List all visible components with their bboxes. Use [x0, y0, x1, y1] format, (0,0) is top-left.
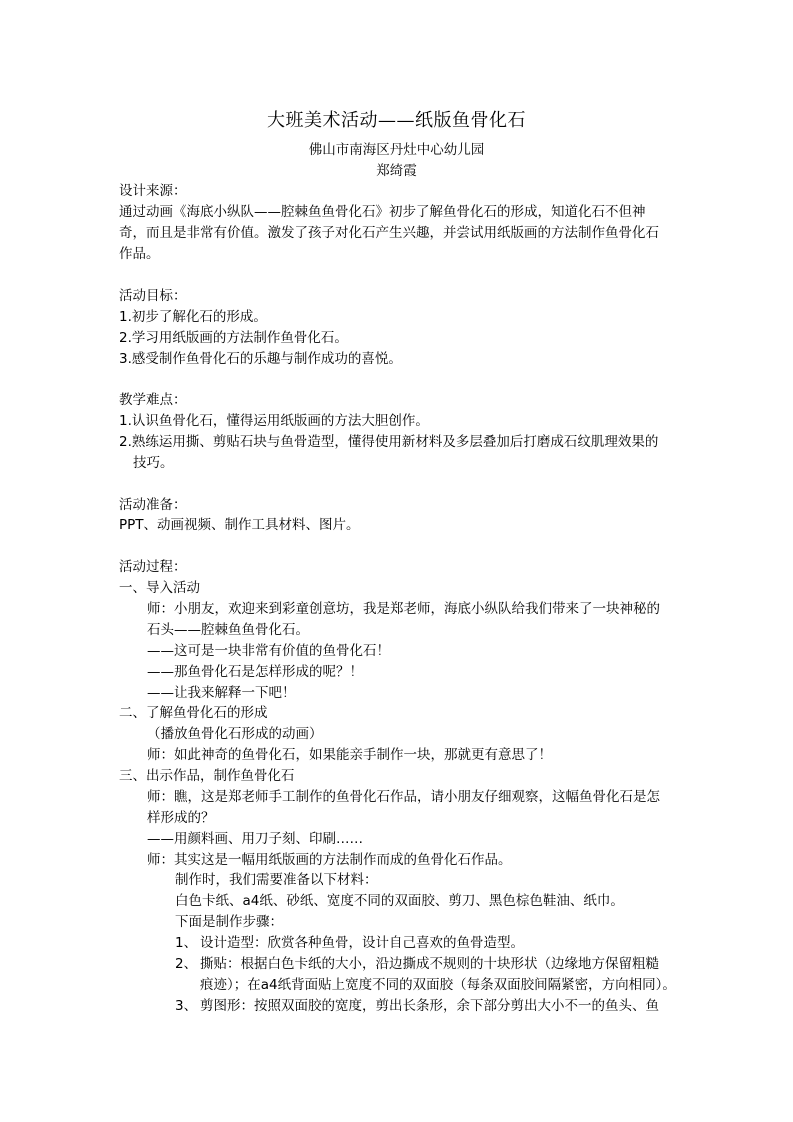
- process-line: 师：瞧，这是郑老师手工制作的鱼骨化石作品，请小朋友仔细观察，这幅鱼骨化石是怎: [147, 789, 660, 805]
- section-heading-process: 活动过程：: [119, 559, 187, 575]
- process-line: 石头——腔棘鱼鱼骨化石。: [147, 622, 309, 638]
- process-step-heading: 一、导入活动: [119, 580, 200, 596]
- process-line: 师：如此神奇的鱼骨化石，如果能亲手制作一块，那就更有意思了！: [147, 747, 552, 763]
- paragraph-line: 作品。: [119, 246, 160, 262]
- step-text: 剪图形：按照双面胶的宽度，剪出长条形，余下部分剪出大小不一的鱼头、鱼: [200, 998, 659, 1014]
- school-name: 佛山市南海区丹灶中心幼儿园: [308, 142, 485, 158]
- step-number: 1、: [175, 935, 198, 951]
- section-heading-difficulty: 教学难点：: [119, 392, 187, 408]
- process-subline: 下面是制作步骤：: [175, 914, 283, 930]
- process-line: 师：其实这是一幅用纸版画的方法制作而成的鱼骨化石作品。: [147, 852, 512, 868]
- paragraph-line: 奇，而且是非常有价值。激发了孩子对化石产生兴趣，并尝试用纸版画的方法制作鱼骨化石: [119, 225, 659, 241]
- difficulty-item: 1.认识鱼骨化石，懂得运用纸版画的方法大胆创作。: [119, 413, 429, 429]
- step-item: [175, 954, 735, 974]
- process-line: ——让我来解释一下吧！: [147, 685, 296, 701]
- step-text: 设计造型：欣赏各种鱼骨，设计自己喜欢的鱼骨造型。: [200, 935, 524, 951]
- process-subline: 制作时，我们需要准备以下材料：: [175, 872, 378, 888]
- process-line: 样形成的？: [147, 810, 215, 826]
- process-step-heading: 二、了解鱼骨化石的形成: [119, 705, 268, 721]
- process-subline: 白色卡纸、a4纸、砂纸、宽度不同的双面胶、剪刀、黑色棕色鞋油、纸巾。: [175, 893, 624, 909]
- process-line: ——用颜料画、用刀子刻、印刷……: [147, 831, 363, 847]
- process-line: ——那鱼骨化石是怎样形成的呢？！: [147, 664, 363, 680]
- process-line: （播放鱼骨化石形成的动画）: [147, 726, 323, 742]
- step-text: 撕贴：根据白色卡纸的大小，沿边撕成不规则的十块形状（边缘地方保留粗糙: [200, 956, 659, 972]
- step-item: [175, 996, 735, 1016]
- process-step-heading: 三、出示作品，制作鱼骨化石: [119, 768, 295, 784]
- section-heading-prep: 活动准备：: [119, 497, 187, 513]
- document-title: 大班美术活动——纸版鱼骨化石: [267, 110, 526, 131]
- goal-item: 2.学习用纸版画的方法制作鱼骨化石。: [119, 330, 348, 346]
- goal-item: 1.初步了解化石的形成。: [119, 309, 267, 325]
- section-heading-source: 设计来源：: [119, 183, 187, 199]
- step-text-continued: 痕迹）；在a4纸背面贴上宽度不同的双面胶（每条双面胶间隔紧密，方向相同）。: [200, 977, 676, 993]
- section-heading-goals: 活动目标：: [119, 288, 187, 304]
- paragraph-line: 通过动画《海底小纵队——腔棘鱼鱼骨化石》初步了解鱼骨化石的形成，知道化石不但神: [119, 204, 646, 220]
- difficulty-item: 2.熟练运用撕、剪贴石块与鱼骨造型，懂得使用新材料及多层叠加后打磨成石纹肌理效果的: [119, 434, 659, 450]
- process-line: ——这可是一块非常有价值的鱼骨化石！: [147, 643, 390, 659]
- step-item: [175, 933, 735, 953]
- process-line: 师：小朋友，欢迎来到彩童创意坊，我是郑老师，海底小纵队给我们带来了一块神秘的: [147, 601, 660, 617]
- step-number: 2、: [175, 956, 198, 972]
- goal-item: 3.感受制作鱼骨化石的乐趣与制作成功的喜悦。: [119, 351, 402, 367]
- step-number: 3、: [175, 998, 198, 1014]
- author-name: 郑绮霞: [376, 163, 417, 179]
- difficulty-item-continued: 技巧。: [133, 455, 174, 471]
- prep-text: PPT、动画视频、制作工具材料、图片。: [119, 517, 360, 533]
